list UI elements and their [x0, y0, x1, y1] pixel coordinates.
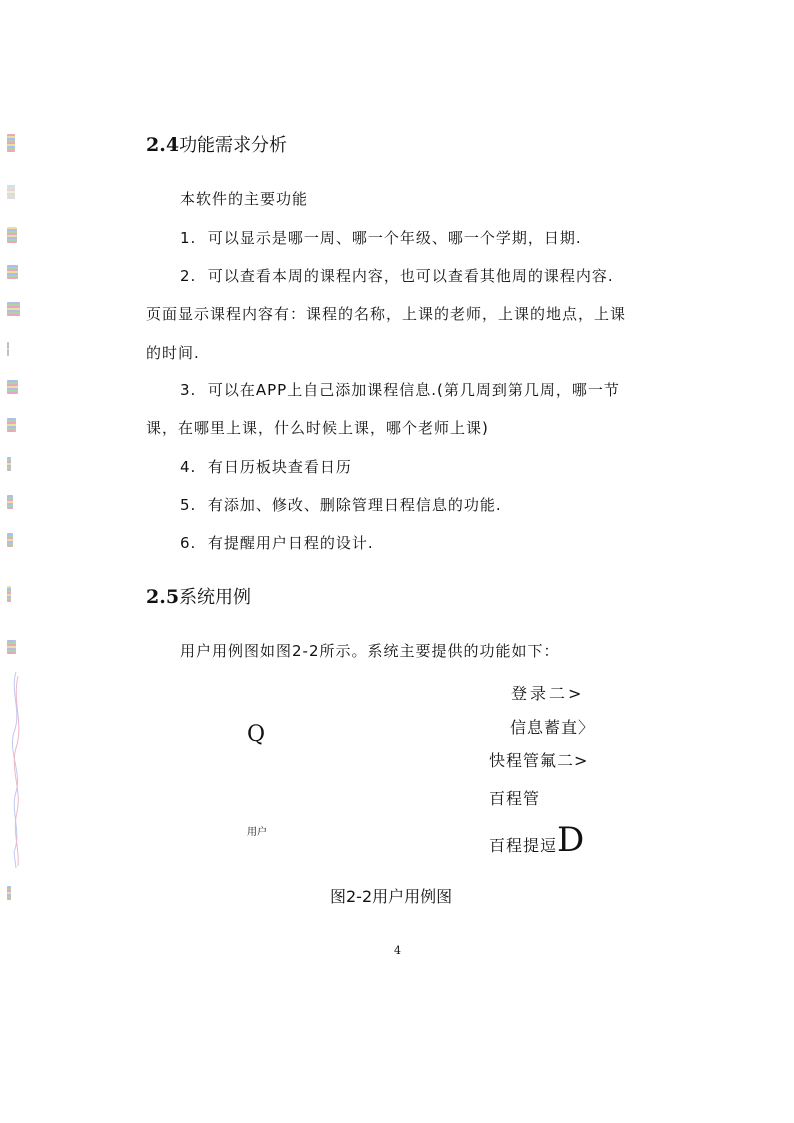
item-text: 可以在APP上自己添加课程信息.(第几周到第几周，哪一节	[207, 381, 620, 399]
use-case-schedule: 百程管	[489, 789, 541, 808]
margin-mark	[7, 302, 20, 316]
margin-mark	[7, 185, 15, 199]
margin-mark	[7, 227, 17, 243]
item-text: 有日历板块查看日历	[207, 458, 352, 476]
margin-mark	[7, 134, 15, 152]
list-item-continuation: 课，在哪里上课，什么时候上课，哪个老师上课)	[146, 419, 489, 437]
item-text: 有提醒用户日程的设计.	[207, 534, 374, 552]
section-number: 2.4	[146, 134, 180, 156]
margin-mark	[7, 457, 11, 471]
use-case-login: 登录二>	[511, 684, 585, 703]
actor-label: 用户	[247, 827, 267, 838]
section-title: 系统用例	[179, 587, 252, 608]
list-item-continuation: 的时间.	[146, 344, 200, 362]
margin-mark	[7, 265, 18, 279]
end-glyph: D	[557, 820, 586, 860]
margin-mark	[7, 640, 16, 654]
use-case-reminder-label: 百程提逗	[489, 836, 558, 855]
margin-mark	[7, 418, 16, 432]
page-number: 4	[394, 944, 401, 957]
item-number: 3.	[180, 381, 197, 399]
list-item	[180, 265, 614, 286]
use-case-info: 信息蓄直〉	[510, 718, 596, 737]
actor-glyph: Q	[247, 722, 266, 747]
item-number: 4.	[180, 458, 197, 476]
margin-mark	[7, 533, 13, 547]
margin-mark	[7, 586, 11, 602]
item-text: 有添加、修改、删除管理日程信息的功能.	[207, 496, 502, 514]
item-number: 6.	[180, 534, 197, 552]
list-item	[180, 227, 582, 248]
section-heading-2-4	[146, 131, 287, 157]
intro-text: 本软件的主要功能	[180, 190, 309, 208]
margin-mark	[7, 380, 18, 394]
list-item	[180, 456, 352, 477]
item-number: 5.	[180, 496, 197, 514]
margin-squiggle	[8, 672, 24, 868]
item-text: 可以显示是哪一周、哪一个年级、哪一个学期，日期.	[207, 229, 582, 247]
margin-mark	[7, 886, 11, 900]
item-number: 1.	[180, 229, 197, 247]
list-item	[180, 494, 502, 515]
list-item	[180, 532, 374, 553]
list-item	[180, 379, 620, 400]
margin-mark	[7, 495, 13, 509]
use-case-reminder	[489, 820, 586, 860]
margin-mark	[7, 342, 9, 356]
use-case-schedule-manage: 快程管氟二>	[489, 751, 589, 770]
figure-caption: 图2-2用户用例图	[330, 887, 453, 906]
item-text: 可以查看本周的课程内容，也可以查看其他周的课程内容.	[207, 267, 614, 285]
item-number: 2.	[180, 267, 197, 285]
section-number: 2.5	[146, 586, 180, 608]
section-title: 功能需求分析	[179, 135, 288, 156]
usecase-intro-text: 用户用例图如图2-2所示。系统主要提供的功能如下：	[180, 642, 560, 660]
list-item-continuation: 页面显示课程内容有：课程的名称，上课的老师，上课的地点，上课	[146, 305, 627, 323]
section-heading-2-5	[146, 583, 251, 609]
